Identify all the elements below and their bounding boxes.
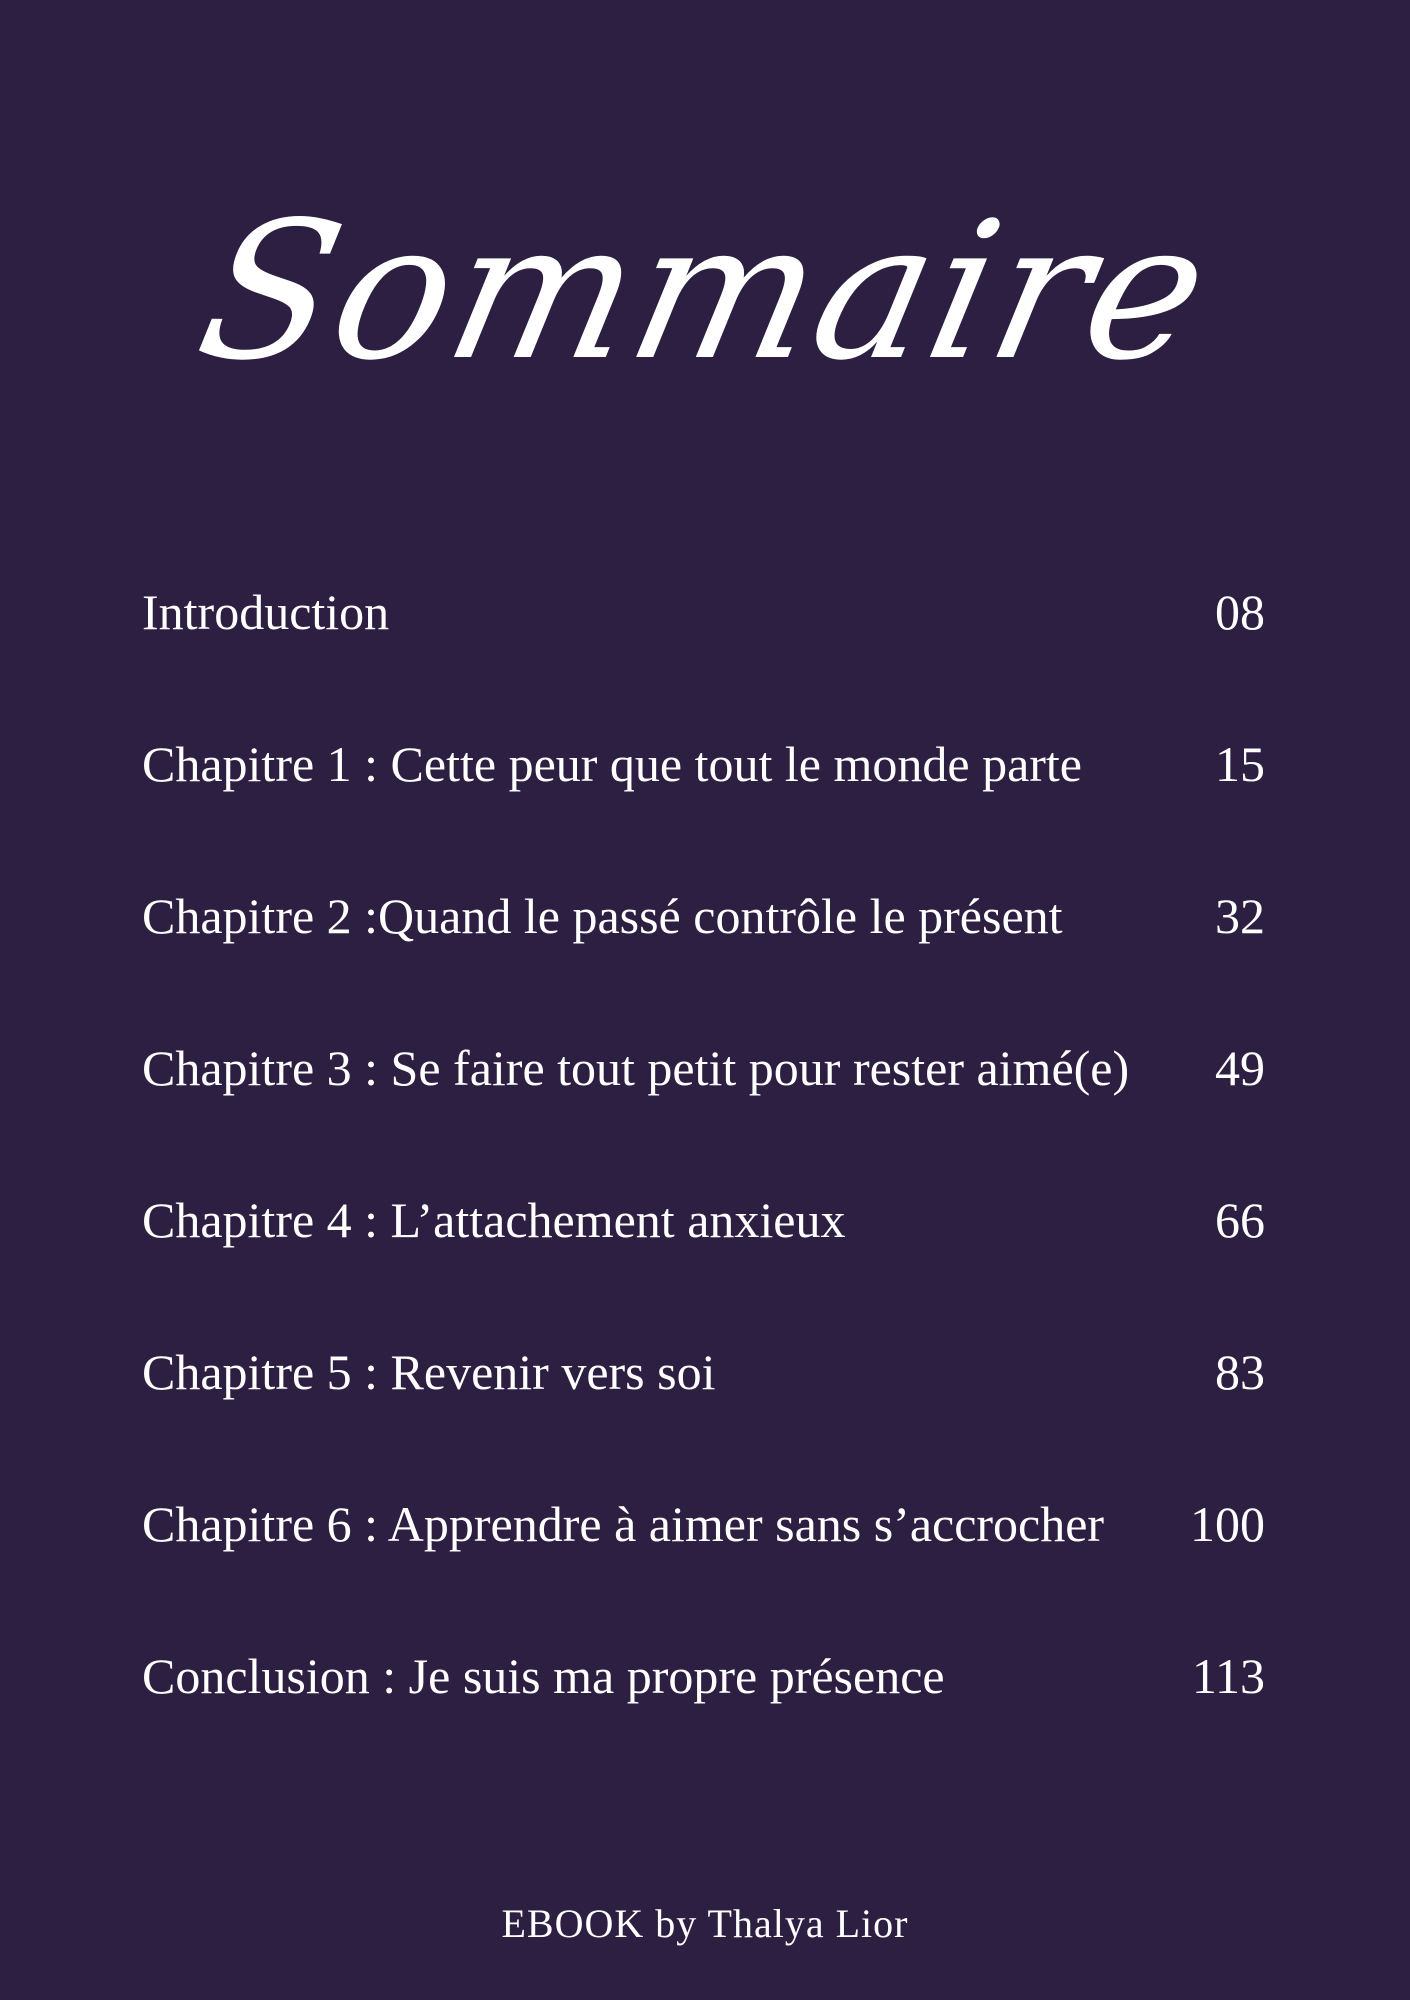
table-of-contents bbox=[142, 580, 1265, 1796]
toc-entry-label: Chapitre 1 : Cette peur que tout le monde parte bbox=[142, 736, 1082, 792]
toc-page-number: 113 bbox=[1191, 1648, 1265, 1704]
toc-entry-chapter-4 bbox=[142, 1188, 1265, 1340]
toc-entry-label: Chapitre 4 : L’attachement anxieux bbox=[142, 1192, 846, 1248]
toc-entry-chapter-6 bbox=[142, 1492, 1265, 1644]
toc-page-number: 08 bbox=[1215, 584, 1265, 640]
toc-entry-chapter-3 bbox=[142, 1036, 1265, 1188]
toc-page-number: 100 bbox=[1190, 1496, 1265, 1552]
ebook-byline: EBOOK by Thalya Lior bbox=[501, 1901, 909, 1946]
toc-entry-conclusion bbox=[142, 1644, 1265, 1796]
toc-entry-label: Chapitre 6 : Apprendre à aimer sans s’accrocher bbox=[142, 1496, 1105, 1552]
toc-entry-introduction bbox=[142, 580, 1265, 732]
toc-entry-chapter-1 bbox=[142, 732, 1265, 884]
toc-entry-label: Conclusion : Je suis ma propre présence bbox=[142, 1648, 945, 1704]
toc-page-number: 83 bbox=[1215, 1344, 1265, 1400]
toc-entry-label: Chapitre 2 :Quand le passé contrôle le présent bbox=[142, 888, 1063, 944]
page-title: Sommaire bbox=[182, 181, 1228, 403]
toc-entry-chapter-5 bbox=[142, 1340, 1265, 1492]
toc-page-number: 66 bbox=[1215, 1192, 1265, 1248]
toc-page-number: 32 bbox=[1215, 888, 1265, 944]
toc-entry-label: Chapitre 3 : Se faire tout petit pour rester aimé(e) bbox=[142, 1040, 1130, 1096]
toc-page-number: 49 bbox=[1215, 1040, 1265, 1096]
toc-page-number: 15 bbox=[1215, 736, 1265, 792]
toc-entry-label: Chapitre 5 : Revenir vers soi bbox=[142, 1344, 716, 1400]
toc-entry-label: Introduction bbox=[142, 584, 390, 640]
toc-entry-chapter-2 bbox=[142, 884, 1265, 1036]
